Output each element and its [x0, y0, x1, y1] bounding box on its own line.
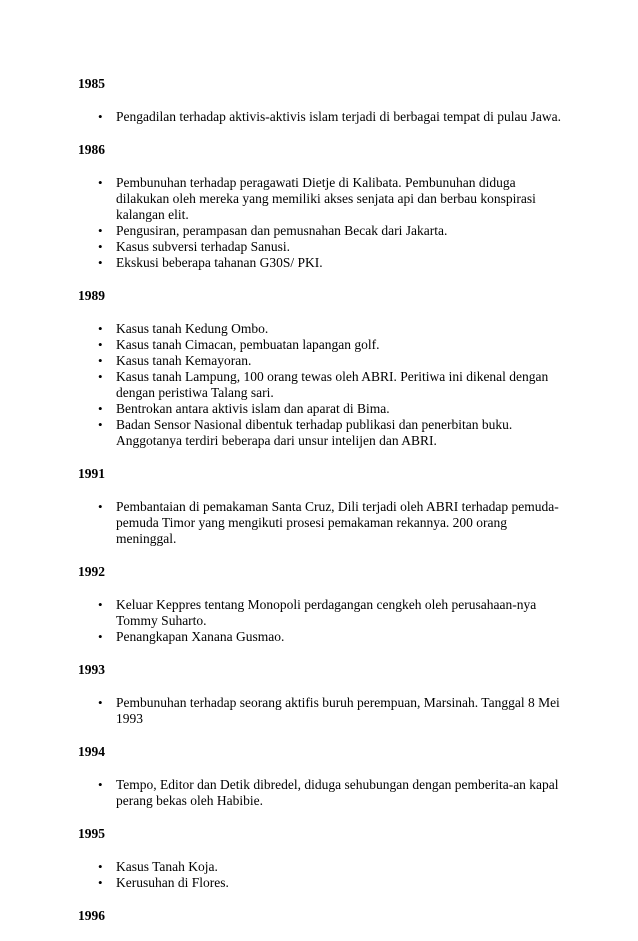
section-year: 1989 [78, 288, 105, 303]
list-item-text: Pembantaian di pemakaman Santa Cruz, Dili terjadi oleh ABRI terhadap pemuda-pemuda Timor yang mengikuti prosesi pemakaman rekannya. 200 orang meninggal. [116, 499, 559, 546]
list-item [78, 777, 568, 809]
list-item-text: Tempo, Editor dan Detik dibredel, diduga sehubungan dengan pemberita-an kapal perang bekas oleh Habibie. [116, 777, 559, 808]
list-item [78, 629, 568, 645]
section-year: 1992 [78, 564, 105, 579]
list-item-text: Pengadilan terhadap aktivis-aktivis islam terjadi di berbagai tempat di pulau Jawa. [116, 109, 561, 124]
bullet-icon: • [98, 353, 103, 368]
list-item [78, 239, 568, 255]
list-item-text: Pengusiran, perampasan dan pemusnahan Becak dari Jakarta. [116, 223, 448, 238]
bullet-icon: • [98, 629, 103, 644]
bullet-icon: • [98, 255, 103, 270]
list-item-text: Pembunuhan terhadap seorang aktifis buruh perempuan, Marsinah. Tanggal 8 Mei 1993 [116, 695, 560, 726]
list-item-text: Badan Sensor Nasional dibentuk terhadap publikasi dan penerbitan buku. Anggotanya terdiri beberapa dari unsur intelijen dan ABRI. [116, 417, 513, 448]
section-year: 1991 [78, 466, 105, 481]
list-item-text: Keluar Keppres tentang Monopoli perdagangan cengkeh oleh perusahaan-nya Tommy Suharto. [116, 597, 537, 628]
list-item [78, 321, 568, 337]
list-item-text: Ekskusi beberapa tahanan G30S/ PKI. [116, 255, 323, 270]
bullet-list [78, 175, 568, 271]
list-item [78, 353, 568, 369]
bullet-icon: • [98, 859, 103, 874]
section-year: 1986 [78, 142, 105, 157]
list-item [78, 417, 568, 449]
section-year: 1994 [78, 744, 105, 759]
section-year: 1985 [78, 76, 105, 91]
section-year: 1995 [78, 826, 105, 841]
list-item [78, 337, 568, 353]
list-item [78, 255, 568, 271]
list-item [78, 875, 568, 891]
bullet-list [78, 695, 568, 727]
bullet-icon: • [98, 597, 103, 612]
list-item-text: Kasus tanah Kedung Ombo. [116, 321, 269, 336]
list-item-text: Kasus tanah Cimacan, pembuatan lapangan golf. [116, 337, 380, 352]
list-item-text: Kasus subversi terhadap Sanusi. [116, 239, 290, 254]
list-item [78, 401, 568, 417]
bullet-icon: • [98, 109, 103, 124]
bullet-list [78, 109, 568, 125]
bullet-list [78, 777, 568, 809]
list-item-text: Kasus tanah Kemayoran. [116, 353, 252, 368]
list-item [78, 223, 568, 239]
bullet-icon: • [98, 321, 103, 336]
bullet-icon: • [98, 175, 103, 190]
list-item [78, 109, 568, 125]
list-item-text: Pembunuhan terhadap peragawati Dietje di Kalibata. Pembunuhan diduga dilakukan oleh mereka yang memiliki akses senjata api dan berbau konspirasi kalangan elit. [116, 175, 536, 222]
bullet-icon: • [98, 369, 103, 384]
bullet-list [78, 321, 568, 449]
list-item-text: Bentrokan antara aktivis islam dan aparat di Bima. [116, 401, 390, 416]
list-item [78, 369, 568, 401]
bullet-icon: • [98, 777, 103, 792]
list-item-text: Penangkapan Xanana Gusmao. [116, 629, 285, 644]
list-item [78, 597, 568, 629]
section-year: 1993 [78, 662, 105, 677]
bullet-icon: • [98, 695, 103, 710]
bullet-icon: • [98, 401, 103, 416]
list-item-text: Kasus tanah Lampung, 100 orang tewas oleh ABRI. Peritiwa ini dikenal dengan dengan peristiwa Talang sari. [116, 369, 549, 400]
section-year: 1996 [78, 908, 105, 923]
list-item [78, 175, 568, 223]
bullet-list [78, 597, 568, 645]
bullet-icon: • [98, 337, 103, 352]
document-page [78, 76, 568, 941]
bullet-icon: • [98, 417, 103, 432]
bullet-icon: • [98, 223, 103, 238]
bullet-icon: • [98, 875, 103, 890]
bullet-list [78, 499, 568, 547]
bullet-list [78, 859, 568, 891]
list-item [78, 695, 568, 727]
bullet-icon: • [98, 239, 103, 254]
bullet-icon: • [98, 499, 103, 514]
list-item [78, 499, 568, 547]
list-item-text: Kasus Tanah Koja. [116, 859, 218, 874]
list-item-text: Kerusuhan di Flores. [116, 875, 229, 890]
list-item [78, 859, 568, 875]
